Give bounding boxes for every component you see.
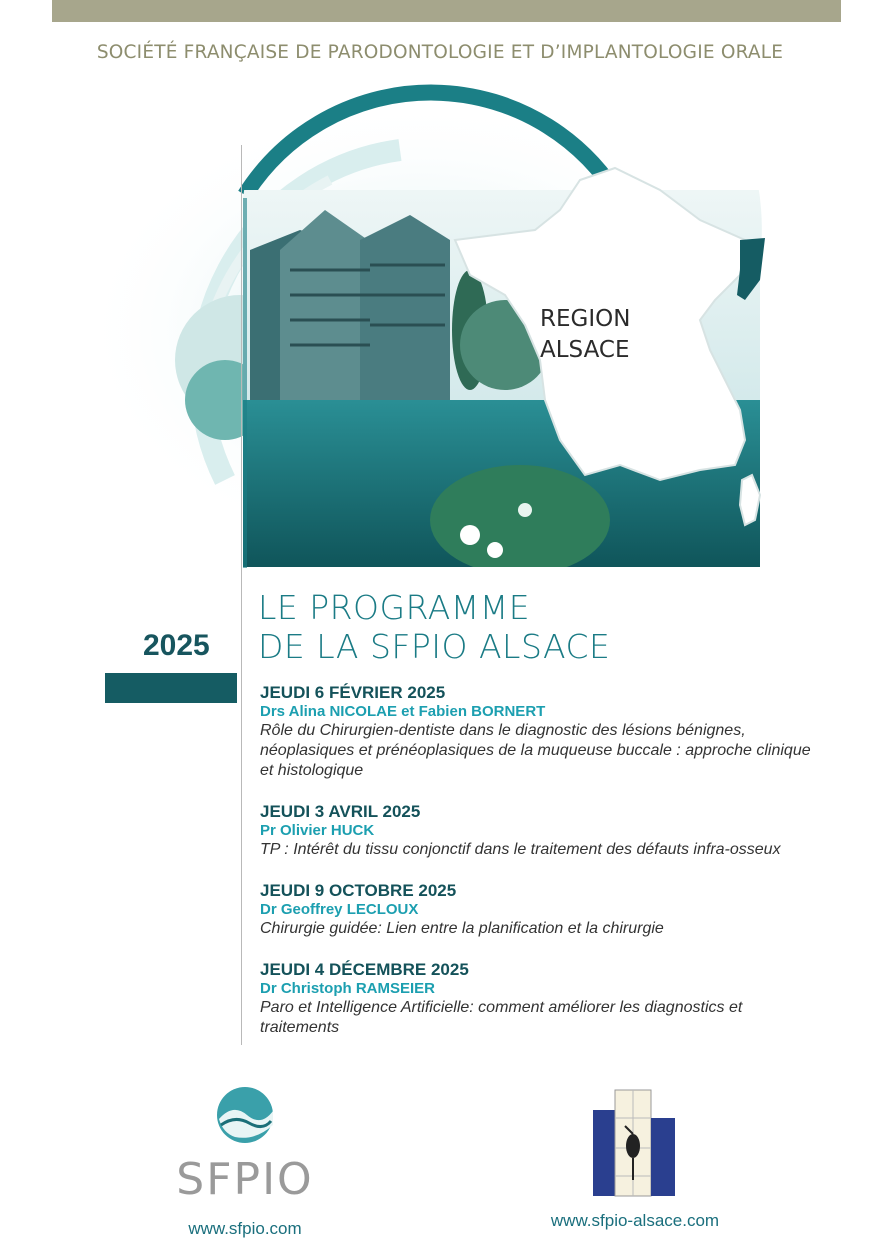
sfpio-alsace-badge — [589, 1088, 681, 1198]
society-name: SOCIÉTÉ FRANÇAISE DE PARODONTOLOGIE ET D’IMPLANTOLOGIE ORALE — [96, 42, 784, 63]
sfpio-alsace-logo-block — [530, 1088, 740, 1231]
vertical-divider — [241, 145, 242, 1045]
event-item — [260, 802, 820, 860]
program-title-line-1: LE PROGRAMME — [258, 588, 531, 627]
sfpio-alsace-website-link[interactable]: www.sfpio-alsace.com — [550, 1211, 720, 1230]
region-label — [540, 304, 690, 366]
top-accent-bar — [52, 0, 841, 22]
event-topic: Chirurgie guidée: Lien entre la planification et la chirurgie — [260, 920, 664, 937]
region-line-1: REGION — [540, 306, 631, 332]
sfpio-logo-block — [160, 1085, 330, 1239]
wave-icon — [215, 1085, 275, 1145]
event-item — [260, 683, 820, 781]
event-topic: Paro et Intelligence Artificielle: comment améliorer les diagnostics et traitements — [260, 999, 743, 1036]
event-speaker: Dr Christoph RAMSEIER — [260, 980, 436, 997]
program-title-line-2: DE LA SFPIO ALSACE — [258, 627, 611, 666]
hero-illustration — [0, 80, 880, 600]
program-year: 2025 — [143, 629, 210, 662]
event-topic: TP : Intérêt du tissu conjonctif dans le traitement des défauts infra-osseux — [260, 841, 781, 858]
event-item — [260, 960, 820, 1038]
event-topic: Rôle du Chirurgien-dentiste dans le diagnostic des lésions bénignes, néoplasiques et prénéoplasiques de la muqueuse buccale : approche clinique et histologique — [260, 722, 811, 779]
event-speaker: Drs Alina NICOLAE et Fabien BORNERT — [260, 703, 546, 720]
event-date: JEUDI 4 DÉCEMBRE 2025 — [260, 960, 469, 979]
region-line-2: ALSACE — [540, 337, 630, 363]
event-date: JEUDI 6 FÉVRIER 2025 — [260, 683, 446, 702]
year-accent-bar — [105, 673, 237, 703]
events-list — [260, 683, 820, 1059]
event-item — [260, 881, 820, 939]
hero-artwork — [0, 80, 880, 600]
sfpio-logo-text: SFPIO — [176, 1154, 314, 1205]
sfpio-website-link[interactable]: www.sfpio.com — [188, 1219, 302, 1238]
program-title — [258, 588, 610, 666]
event-date: JEUDI 3 AVRIL 2025 — [260, 802, 421, 821]
event-speaker: Dr Geoffrey LECLOUX — [260, 901, 419, 918]
event-speaker: Pr Olivier HUCK — [260, 822, 375, 839]
event-date: JEUDI 9 OCTOBRE 2025 — [260, 881, 457, 900]
